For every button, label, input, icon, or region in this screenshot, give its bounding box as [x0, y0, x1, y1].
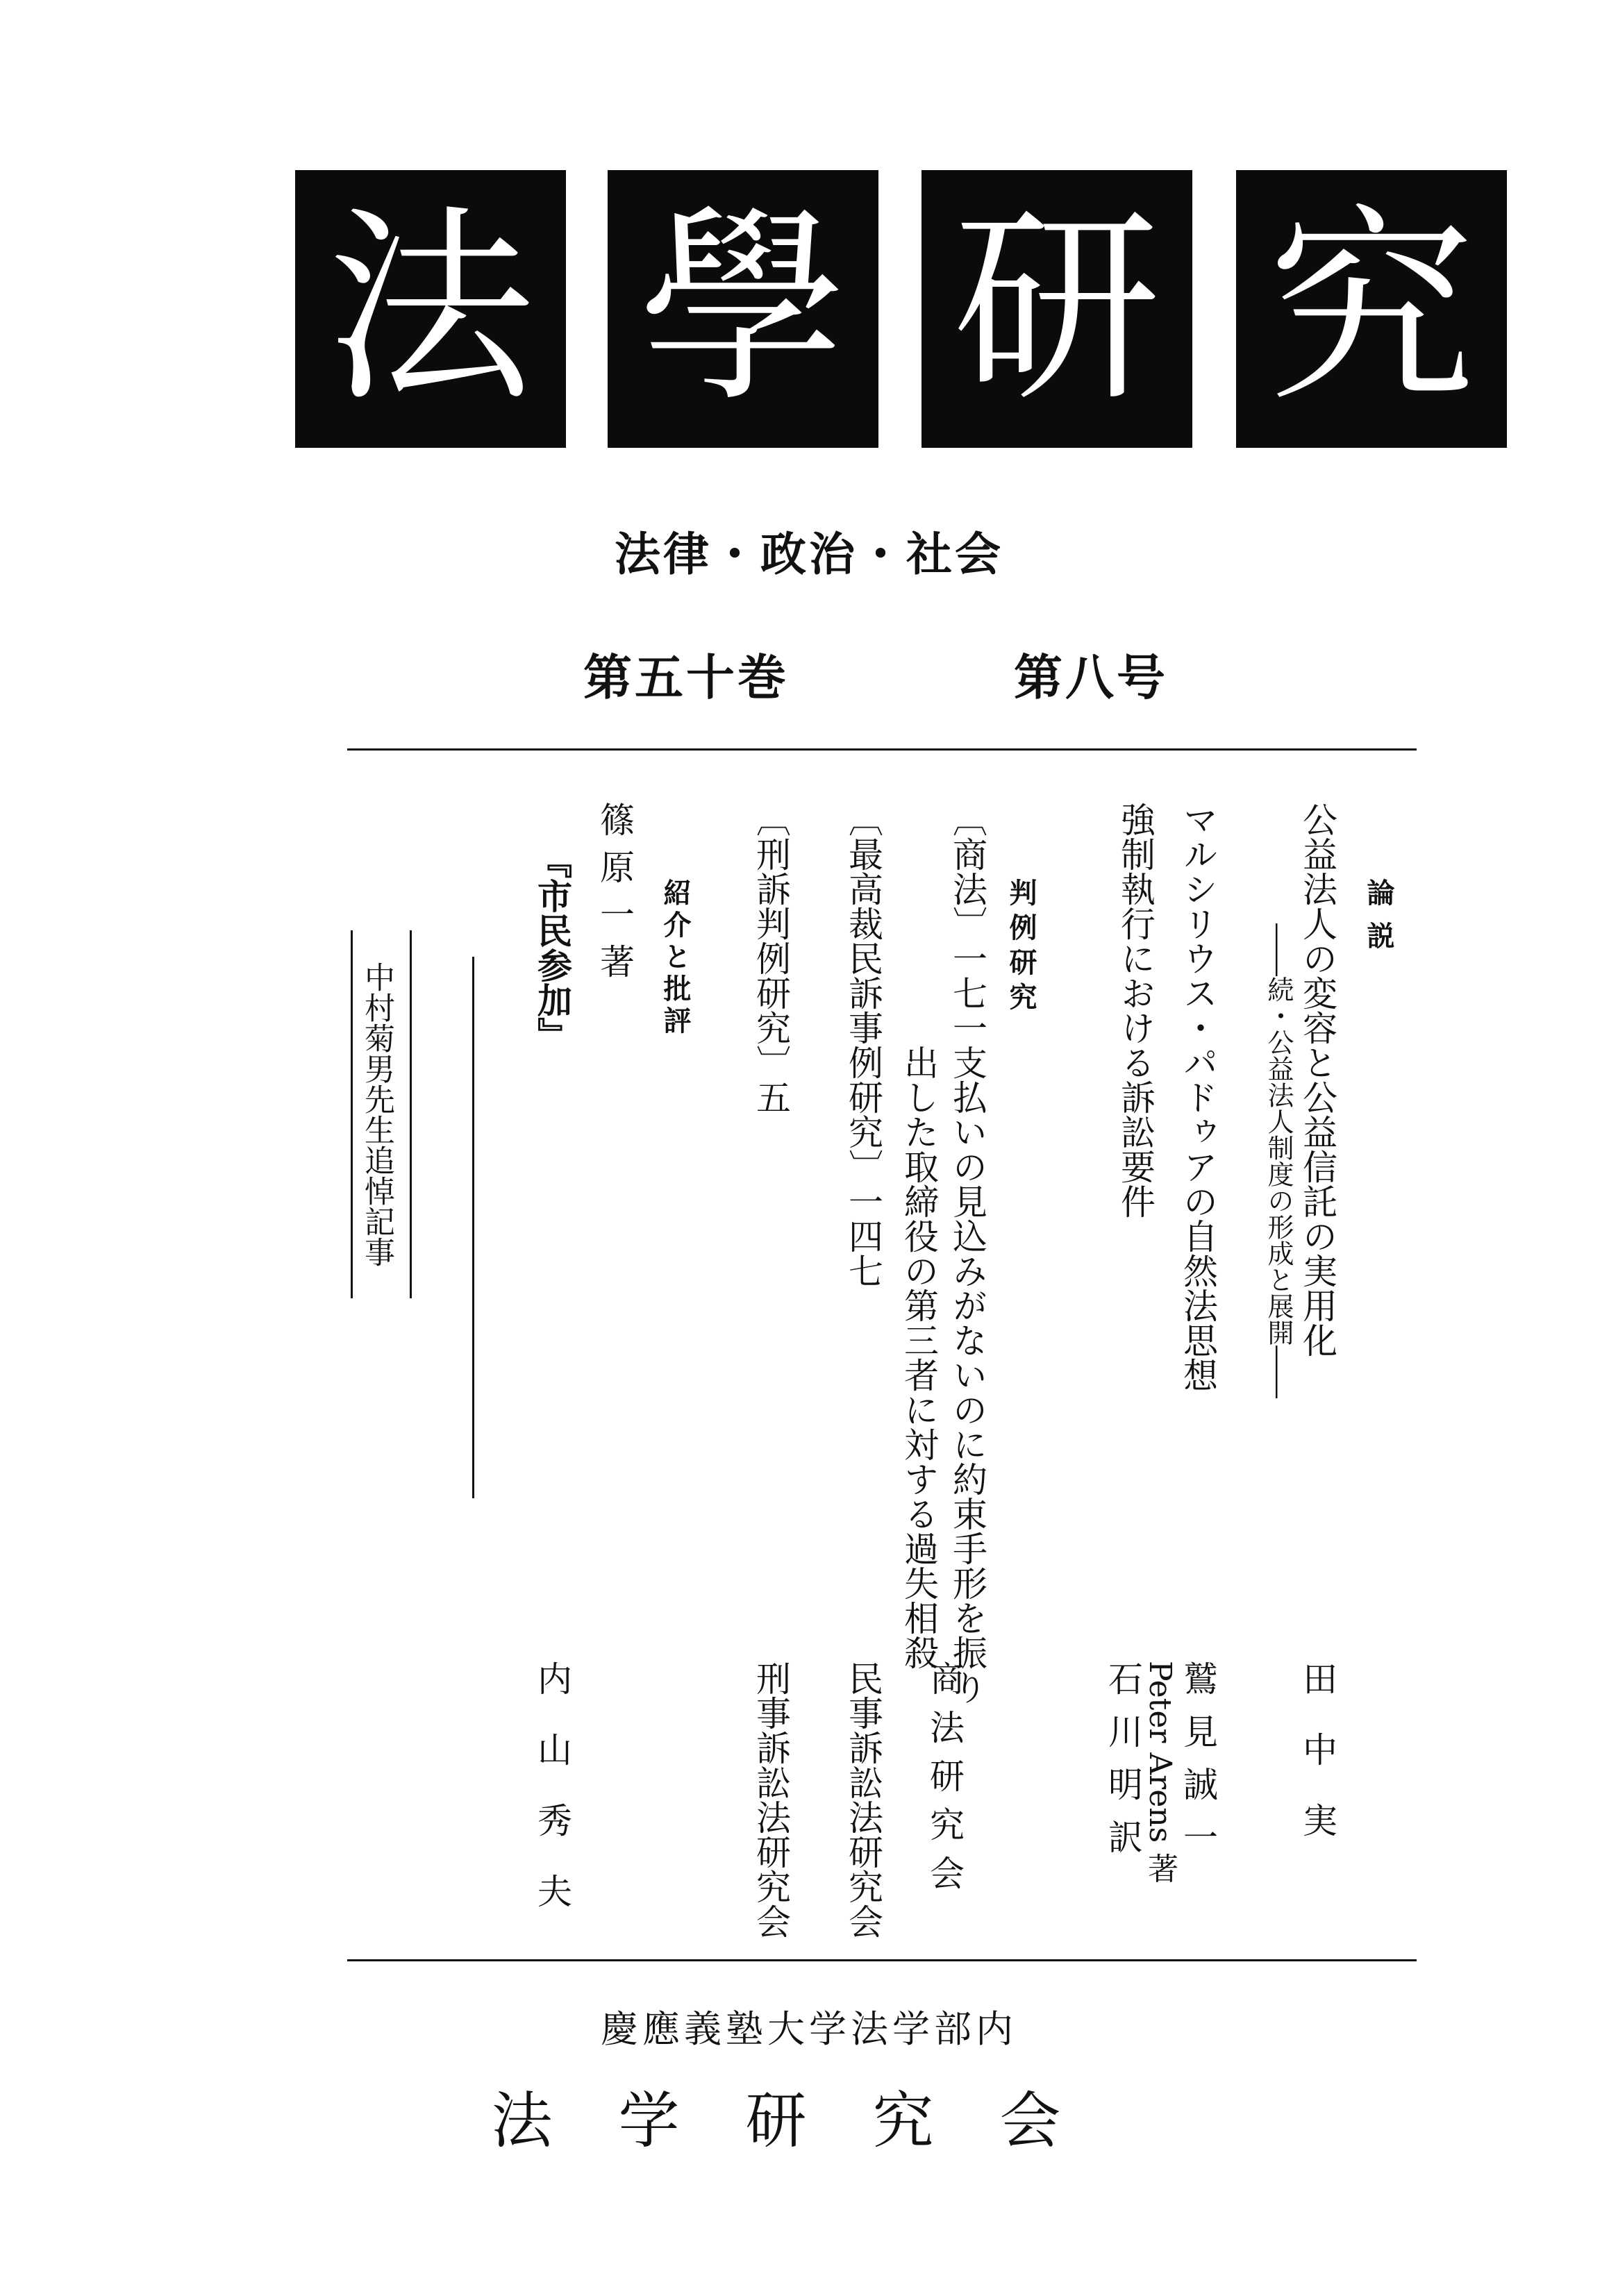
title-char-2: 學	[608, 170, 878, 448]
publisher-name: 法学研究会	[491, 2085, 1127, 2156]
article-author-2: 鷲見誠一	[1178, 1661, 1218, 1872]
article-author-3: Peter Arens 著	[1142, 1661, 1178, 1884]
hanrei-label-2: 〔最高裁民訴事例研究〕一四七	[843, 802, 883, 1288]
journal-subtitle: 法律・政治・社会	[615, 528, 1003, 581]
reviewer: 内山秀夫	[532, 1661, 572, 1944]
section-heading-hanrei: 判例研究	[1005, 878, 1037, 1017]
volume-number: 第五十巻	[583, 649, 789, 706]
issue-number: 第八号	[1014, 649, 1168, 706]
title-char-4: 究	[1236, 170, 1507, 448]
article-author-1: 田中実	[1297, 1661, 1337, 1873]
article-subtitle-1: ――続・公益法人制度の形成と展開――	[1263, 923, 1294, 1398]
article-title-2: マルシリウス・パドゥアの自然法思想	[1178, 802, 1218, 1392]
review-book-author: 篠原一著	[594, 802, 635, 991]
hanrei-label-3: 〔刑訴判例研究〕五	[751, 802, 791, 1114]
title-char-3: 研	[921, 170, 1192, 448]
hanrei-label-1: 〔商法〕一七一	[947, 802, 987, 1045]
hanrei-author-2: 民事訴訟法研究会	[843, 1661, 883, 1938]
publisher-address: 慶應義塾大学法学部内	[601, 2007, 1017, 2051]
hanrei-author-1: 商法研究会	[924, 1661, 965, 1904]
title-char-1: 法	[295, 170, 566, 448]
review-book-title: 『市民参加』	[532, 844, 573, 1052]
top-rule	[347, 748, 1417, 751]
article-title-1: 公益法人の変容と公益信託の実用化	[1297, 802, 1337, 1357]
section-heading-shokai: 紹介と批評	[659, 878, 691, 1038]
hanrei-title-1b: 出した取締役の第三者に対する過失相殺	[899, 1045, 939, 1670]
memorial-divider	[472, 957, 474, 1498]
memorial-title: 中村菊男先生追悼記事	[359, 962, 394, 1267]
section-heading-ronsetsu: 論説	[1362, 878, 1394, 964]
hanrei-title-1a: 支払いの見込みがないのに約束手形を振り	[947, 1045, 987, 1704]
hanrei-author-3: 刑事訴訟法研究会	[751, 1661, 791, 1938]
article-title-3: 強制執行における訴訟要件	[1115, 802, 1156, 1218]
article-translator-3: 石川明訳	[1103, 1661, 1143, 1872]
bottom-rule	[347, 1959, 1417, 1961]
